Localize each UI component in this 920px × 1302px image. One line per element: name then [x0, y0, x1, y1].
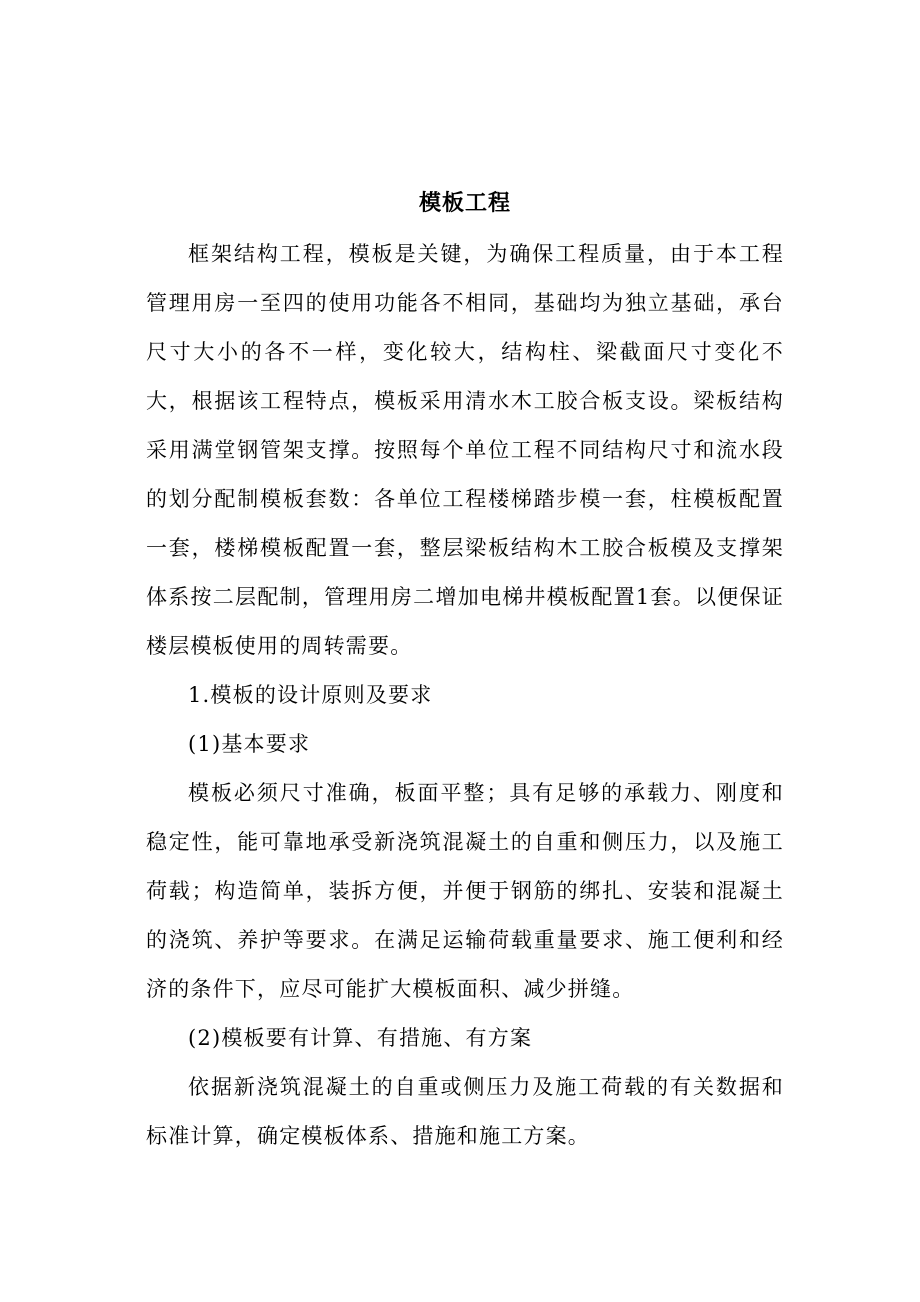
paragraph-basic-requirements: 模板必须尺寸准确，板面平整；具有足够的承载力、刚度和稳定性，能可靠地承受新浇筑混凝土的自重和侧压力，以及施工荷载；构造简单，装拆方便，并便于钢筋的绑扎、安装和混凝土的浇筑、养护等要求。在满足运输荷载重量要求、施工便利和经济的条件下，应尽可能扩大模板面积、减少拼缝。: [146, 781, 784, 1001]
document-title: 模板工程: [418, 190, 511, 216]
paragraph-formwork-overview: 框架结构工程，模板是关键，为确保工程质量，由于本工程管理用房一至四的使用功能各不相同，基础均为独立基础，承台尺寸大小的各不一样，变化较大，结构柱、梁截面尺寸变化不大，根据该工程特点，模板采用清水木工胶合板支设。梁板结构采用满堂钢管架支撑。按照每个单位工程不同结构尺寸和流水段的划分配制模板套数：各单位工程楼梯踏步模一套，柱模板配置一套，楼梯模板配置一套，整层梁板结构木工胶合板模及支撑架体系按二层配制，管理用房二增加电梯井模板配置1套。以便保证楼层模板使用的周转需要。: [146, 242, 784, 658]
section-heading-design-principles: 1.模板的设计原则及要求: [188, 683, 433, 707]
document-body: [146, 180, 784, 1161]
paragraph-calculation-basis: 依据新浇筑混凝土的自重或侧压力及施工荷载的有关数据和标准计算，确定模板体系、措施和施工方案。: [146, 1075, 784, 1148]
subsection-heading-basic-requirements: (1)基本要求: [188, 732, 311, 756]
subsection-heading-calculation-plan: (2)模板要有计算、有措施、有方案: [188, 1026, 533, 1050]
